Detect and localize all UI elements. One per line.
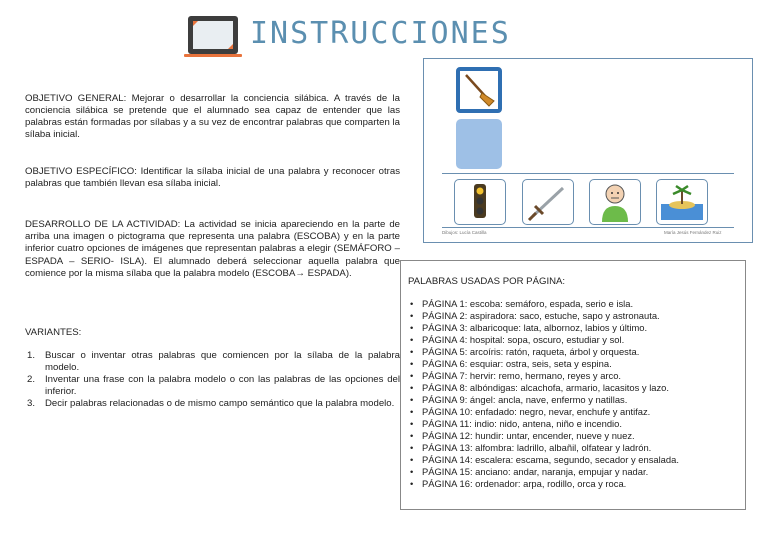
palabras-usadas-title: PALABRAS USADAS POR PÁGINA: — [408, 276, 566, 287]
list-item: • PÁGINA 10: enfadado: negro, nevar, enchufe y antifaz. — [408, 406, 679, 418]
list-item: 2. Inventar una frase con la palabra modelo o con las palabras de las opciones del inferior. — [27, 374, 400, 397]
divider — [442, 173, 734, 174]
list-item: • PÁGINA 14: escalera: escama, segundo, secador y ensalada. — [408, 454, 679, 466]
option-card-isla[interactable] — [656, 179, 708, 225]
traffic-light-icon — [455, 180, 505, 224]
image-credit-right: María Jesús Fernández Ruiz — [664, 230, 722, 235]
island-icon — [657, 180, 707, 224]
list-item: • PÁGINA 13: alfombra: ladrillo, albañil, olfatear y ladrón. — [408, 442, 679, 454]
serious-boy-icon — [590, 180, 640, 224]
list-item: • PÁGINA 16: ordenador: arpa, rodillo, orca y roca. — [408, 478, 679, 490]
desarrollo-text: DESARROLLO DE LA ACTIVIDAD: La actividad se inicia apareciendo en la parte de arriba una imagen o pictograma que representa una palabra (ESCOBA) y en la parte inferior cuatro opciones de imágenes que representan palabras a elegir (SEMÁFORO – ESPADA – SERIO- ISLA). El alumnado deberá seleccionar aquella palabra que comience por la misma sílaba que la palabra modelo (ESCOBA→ ESPADA). — [25, 219, 400, 279]
list-item: • PÁGINA 8: albóndigas: alcachofa, armario, lacasitos y lazo. — [408, 382, 679, 394]
pages-list — [408, 298, 679, 490]
list-item: • PÁGINA 12: hundir: untar, encender, nueve y nuez. — [408, 430, 679, 442]
list-item: • PÁGINA 3: albaricoque: lata, albornoz, labios y último. — [408, 322, 679, 334]
header — [180, 10, 520, 60]
page-title: INSTRUCCIONES — [250, 16, 511, 51]
variantes-title: VARIANTES: — [25, 327, 82, 338]
list-item: 1. Buscar o inventar otras palabras que comiencen por la sílaba de la palabra modelo. — [27, 350, 400, 373]
option-card-semaforo[interactable] — [454, 179, 506, 225]
divider — [442, 227, 734, 228]
list-item: • PÁGINA 1: escoba: semáforo, espada, serio e isla. — [408, 298, 679, 310]
broom-icon — [460, 71, 498, 109]
palabras-usadas-box — [400, 260, 746, 510]
answer-slot[interactable] — [456, 119, 502, 169]
model-card[interactable] — [456, 67, 502, 113]
image-credit-left: Dibujos: Lucía Castilla — [442, 230, 487, 235]
objetivo-general-text: OBJETIVO GENERAL: Mejorar o desarrollar la conciencia silábica. A través de la conciencia silábica se pretende que el alumnado sea capaz de entender que las palabras están formadas por sílabas y a su vez de encontrar palabras que comparten la sílaba inicial. — [25, 93, 400, 140]
list-item: • PÁGINA 5: arcoíris: ratón, raqueta, árbol y orquesta. — [408, 346, 679, 358]
activity-preview — [423, 58, 753, 243]
list-item: • PÁGINA 2: aspiradora: saco, estuche, sapo y astronauta. — [408, 310, 679, 322]
list-item: • PÁGINA 15: anciano: andar, naranja, empujar y nadar. — [408, 466, 679, 478]
list-item: • PÁGINA 9: ángel: ancla, nave, enfermo y natillas. — [408, 394, 679, 406]
sword-icon — [523, 180, 573, 224]
list-item: • PÁGINA 11: indio: nido, antena, niño e incendio. — [408, 418, 679, 430]
objetivo-especifico-text: OBJETIVO ESPECÍFICO: Identificar la sílaba inicial de una palabra y reconocer otras palabras que también llevan esa sílaba inicial. — [25, 166, 400, 189]
list-item: • PÁGINA 6: esquiar: ostra, seis, seta y espina. — [408, 358, 679, 370]
variantes-list — [25, 350, 400, 410]
list-item: 3. Decir palabras relacionadas o de mismo campo semántico que la palabra modelo. — [27, 398, 395, 409]
option-card-serio[interactable] — [589, 179, 641, 225]
laptop-icon — [184, 14, 242, 58]
list-item: • PÁGINA 7: hervir: remo, hermano, reyes y arco. — [408, 370, 679, 382]
option-card-espada[interactable] — [522, 179, 574, 225]
list-item: • PÁGINA 4: hospital: sopa, oscuro, estudiar y sol. — [408, 334, 679, 346]
